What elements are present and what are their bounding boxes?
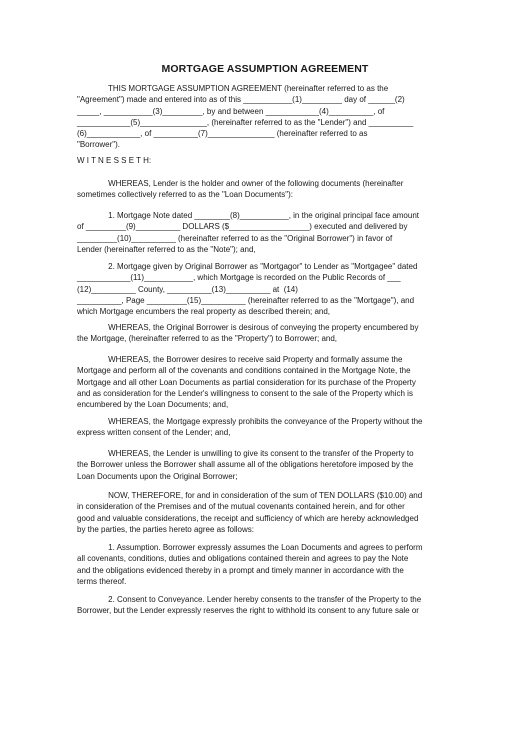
text-line: 2. Consent to Conveyance. Lender hereby consents to the transfer of the Property to the [77, 595, 422, 604]
text-line: WHEREAS, the Mortgage expressly prohibits the conveyance of the Property without the [77, 417, 423, 426]
intro-paragraph [77, 83, 457, 151]
text-line: "Agreement") made and entered into as of this ___________(1)_________ day of ______(2) [77, 95, 405, 105]
text-line: Lender (hereinafter referred to as the "Note"); and, [77, 244, 256, 254]
whereas-prohibits-paragraph [77, 416, 457, 439]
witnesseth-heading [77, 155, 457, 166]
text-line: good and valuable considerations, the receipt and sufficiency of which are hereby acknowledged [77, 513, 419, 523]
text-line: ____________(11)___________, which Mortgage is recorded on the Public Records of ___ [77, 273, 401, 283]
text-line: NOW, THEREFORE, for and in consideration of the sum of TEN DOLLARS ($10.00) and [77, 491, 423, 500]
text-line: the Borrower unless the Borrower shall assume all of the obligations heretofore imposed by the [77, 460, 414, 470]
text-line: terms thereof. [77, 576, 127, 586]
text-line: _________(10)__________ (hereinafter referred to as the "Original Borrower") in favor of [77, 233, 393, 243]
whereas-conveying-paragraph [77, 322, 457, 345]
text-line: 2. Mortgage given by Original Borrower as "Mortgagor" to Lender as "Mortgagee" dated [77, 262, 418, 271]
text-line: Loan Documents upon the Original Borrower; [77, 471, 238, 481]
text-line: by the parties, the parties hereto agree as follows: [77, 524, 254, 534]
text-line: in consideration of the Premises and of the mutual covenants contained herein, and for other [77, 502, 405, 512]
text-line: sometimes collectively referred to as the "Loan Documents"): [77, 190, 293, 200]
text-line: WHEREAS, Lender is the holder and owner of the following documents (hereinafter [77, 179, 404, 188]
text-line: W I T N E S S E T H: [77, 156, 152, 165]
text-line: "Borrower"). [77, 140, 121, 150]
text-line: the Mortgage, (hereinafter referred to as the "Property") to Borrower; and, [77, 334, 338, 344]
text-line: (12)__________ County, __________(13)__________ at (14) [77, 284, 298, 294]
now-therefore-paragraph [77, 490, 457, 535]
text-line: and the obligations evidenced thereby in a prompt and timely manner in accordance with the [77, 565, 404, 575]
text-line: __________, Page _________(15)__________ (hereinafter referred to as the "Mortgage"), and [77, 295, 415, 305]
text-line: encumbered by the Loan Documents; and, [77, 400, 229, 410]
text-line: _____, ___________(3)_________, by and between ____________(4)__________, of [77, 106, 385, 116]
whereas-holder-paragraph [77, 178, 457, 201]
text-line: all covenants, conditions, duties and obligations contained therein and agrees to pay the Note [77, 554, 409, 564]
text-line: 1. Mortgage Note dated ________(8)___________, in the original principal face amount [77, 211, 420, 220]
assumption-clause [77, 542, 457, 587]
text-line: WHEREAS, the Original Borrower is desirous of conveying the property encumbered by [77, 323, 419, 332]
mortgage-note-paragraph [77, 210, 457, 255]
text-line: of _________(9)__________ DOLLARS ($__________________) executed and delivered by [77, 222, 408, 232]
text-line: WHEREAS, the Lender is unwilling to give its consent to the transfer of the Property to [77, 449, 414, 458]
consent-clause [77, 594, 457, 617]
text-line: WHEREAS, the Borrower desires to receive said Property and formally assume the [77, 355, 403, 364]
text-line: ____________(5)_______________, (hereinafter referred to as the "Lender") and __________ [77, 117, 414, 127]
whereas-unwilling-paragraph [77, 448, 457, 482]
document-title: MORTGAGE ASSUMPTION AGREEMENT [161, 63, 369, 75]
whereas-assume-paragraph [77, 354, 457, 410]
text-line: 1. Assumption. Borrower expressly assumes the Loan Documents and agrees to perform [77, 543, 423, 552]
text-line: THIS MORTGAGE ASSUMPTION AGREEMENT (hereinafter referred to as the [77, 84, 389, 93]
text-line: Borrower, but the Lender expressly reserves the right to withhold its consent to any future sale or [77, 606, 419, 616]
text-line: and as consideration for the Lender's willingness to consent to the sale of the Property which is [77, 388, 413, 398]
text-line: which Mortgage encumbers the real property as described therein; and, [77, 307, 331, 317]
text-line: Mortgage and perform all of the covenants and conditions contained in the Mortgage Note, the [77, 366, 411, 376]
mortgage-paragraph [77, 261, 457, 317]
text-line: (6)____________, of __________(7)_______________ (hereinafter referred to as [77, 129, 368, 139]
text-line: Mortgage and all other Loan Documents as partial consideration for its purchase of the Property [77, 377, 416, 387]
text-line: express written consent of the Lender; and, [77, 428, 231, 438]
